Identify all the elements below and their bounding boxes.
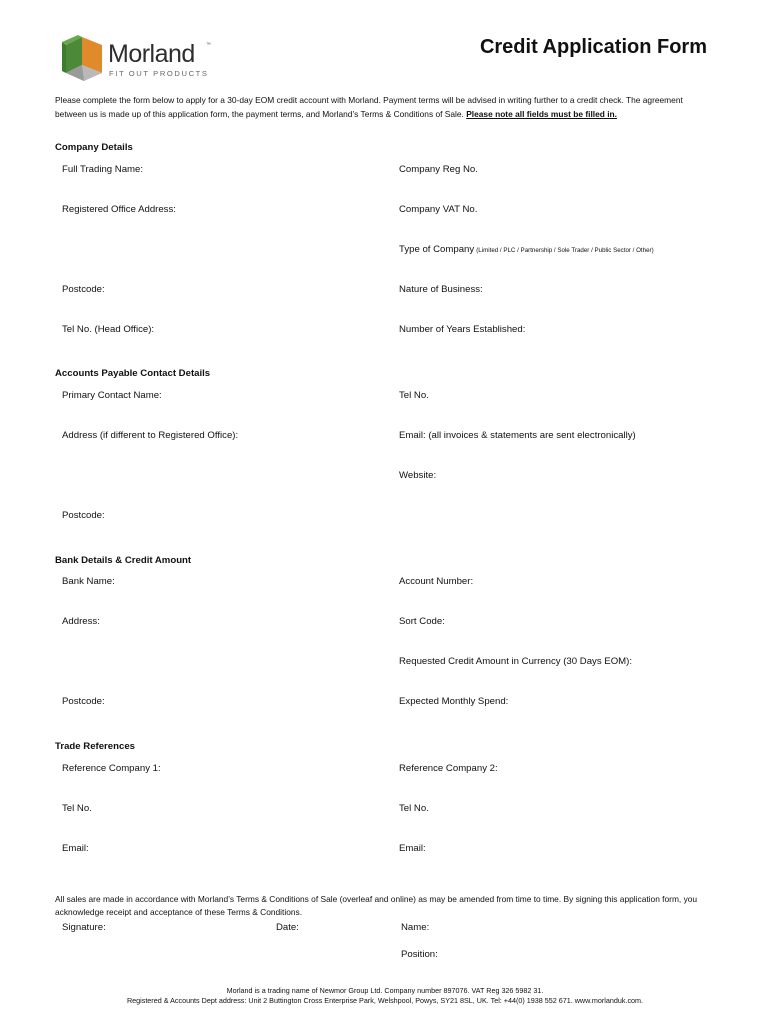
company-details-heading: Company Details: [55, 142, 133, 153]
primary-contact-field[interactable]: Primary Contact Name:: [62, 390, 162, 401]
full-trading-name-field[interactable]: Full Trading Name:: [62, 164, 144, 175]
monthly-spend-field[interactable]: Expected Monthly Spend:: [399, 696, 509, 707]
signature-field[interactable]: Signature:: [62, 922, 106, 933]
logo-wordmark: Morland: [108, 40, 195, 68]
accounts-tel-field[interactable]: Tel No.: [399, 390, 429, 401]
requested-credit-field[interactable]: Requested Credit Amount in Currency (30 Days EOM):: [399, 656, 633, 667]
logo-cube-icon: [58, 33, 106, 83]
accounts-address-field[interactable]: Address (if different to Registered Office):: [62, 430, 239, 441]
declaration-text: All sales are made in accordance with Morland’s Terms & Conditions of Sale (overleaf and online) as may be amended from time to time. By signing this application form, you acknowledge receipt and acceptance of these Terms & Conditions.: [55, 894, 698, 917]
page-title: Credit Application Form: [479, 36, 707, 58]
bank-name-field[interactable]: Bank Name:: [62, 576, 115, 587]
name-field[interactable]: Name:: [401, 922, 430, 933]
years-established-field[interactable]: Number of Years Established:: [399, 324, 526, 335]
nature-of-business-field[interactable]: Nature of Business:: [399, 284, 483, 295]
type-of-company-label: Type of Company: [399, 244, 475, 255]
type-of-company-field[interactable]: [399, 244, 654, 255]
reference-2-email-field[interactable]: Email:: [399, 843, 426, 854]
logo-tagline: FIT OUT PRODUCTS: [109, 69, 209, 78]
logo-trademark: ™: [206, 42, 211, 48]
bank-postcode-field[interactable]: Postcode:: [62, 696, 105, 707]
accounts-payable-heading: Accounts Payable Contact Details: [55, 368, 211, 379]
intro-text: Please complete the form below to apply for a 30-day EOM credit account with Morland. Payment terms will be advised in writing further to a credit check. The agreement between us is made up of this application form, the payment terms, and Morland’s Terms & Conditions of Sale.: [55, 95, 683, 119]
reference-company-2-field[interactable]: Reference Company 2:: [399, 763, 498, 774]
accounts-email-field[interactable]: Email: (all invoices & statements are sent electronically): [399, 430, 636, 441]
type-of-company-hint: (Limited / PLC / Partnership / Sole Trader / Public Sector / Other): [476, 247, 654, 254]
head-office-tel-field[interactable]: Tel No. (Head Office):: [62, 324, 155, 335]
bank-address-field[interactable]: Address:: [62, 616, 100, 627]
reference-2-tel-field[interactable]: Tel No.: [399, 803, 429, 814]
reference-company-1-field[interactable]: Reference Company 1:: [62, 763, 161, 774]
footer-address: Registered & Accounts Dept address: Unit 2 Buttington Cross Enterprise Park, Welshpool, Powys, SY21 8SL, UK. Tel: +44(0) 1938 552 671. www.morlanduk.com.: [126, 996, 644, 1005]
date-field[interactable]: Date:: [276, 922, 299, 933]
company-vat-no-field[interactable]: Company VAT No.: [399, 204, 478, 215]
registered-office-field[interactable]: Registered Office Address:: [62, 204, 176, 215]
reference-1-tel-field[interactable]: Tel No.: [62, 803, 92, 814]
account-number-field[interactable]: Account Number:: [399, 576, 474, 587]
reference-1-email-field[interactable]: Email:: [62, 843, 89, 854]
accounts-postcode-field[interactable]: Postcode:: [62, 510, 105, 521]
company-postcode-field[interactable]: Postcode:: [62, 284, 105, 295]
website-field[interactable]: Website:: [399, 470, 437, 481]
footer-company-info: Morland is a trading name of Newmor Group Ltd. Company number 897076. VAT Reg 326 5982 31.: [226, 986, 544, 995]
trade-references-heading: Trade References: [55, 741, 135, 752]
company-reg-no-field[interactable]: Company Reg No.: [399, 164, 478, 175]
bank-details-heading: Bank Details & Credit Amount: [55, 555, 192, 566]
position-field[interactable]: Position:: [401, 949, 438, 960]
sort-code-field[interactable]: Sort Code:: [399, 616, 445, 627]
intro-emphasis: Please note all fields must be filled in.: [466, 108, 617, 119]
intro-paragraph: [55, 94, 715, 121]
